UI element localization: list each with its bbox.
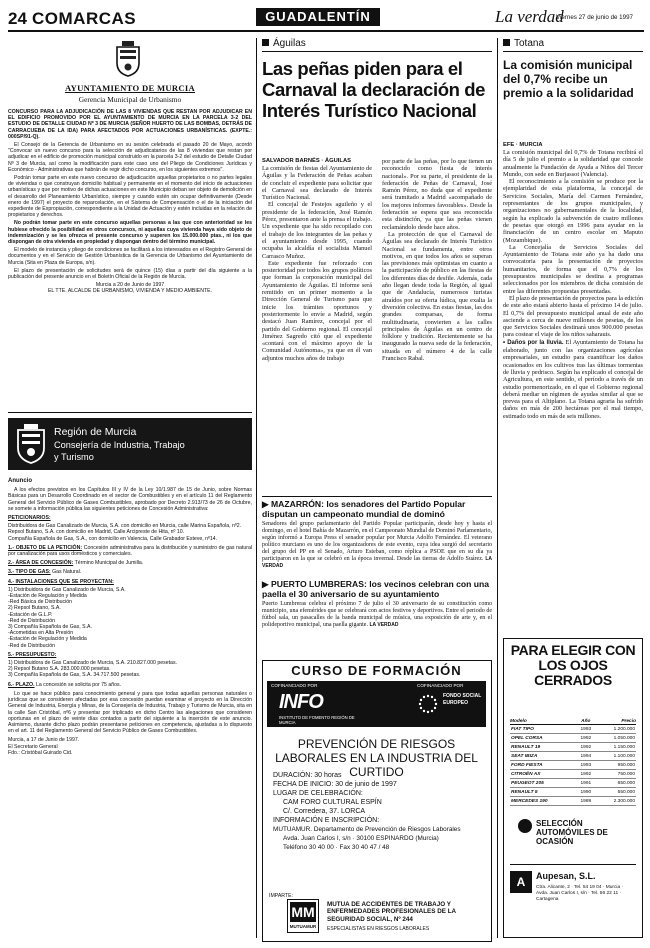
- mutua-tagline: ESPECIALISTAS EN RIESGOS LABORALES: [327, 926, 430, 932]
- region-pet3: Compañía Española de Gas, S.A., con domicilio en Valencia, Calle Grabador Esteve, nº14.: [8, 535, 218, 542]
- region-header-bar: [8, 418, 252, 470]
- region-inst2: 2) Repsol Butano, S.A.: [8, 605, 61, 612]
- totana-body: [503, 142, 643, 420]
- mazarron-source: LA VERDAD: [262, 556, 493, 570]
- mutuamur-logo: [287, 899, 319, 933]
- region-h2: 2.- ÁREA DE CONCESIÓN:: [8, 560, 74, 567]
- car-cell-year: 1990: [580, 789, 592, 795]
- region-inst2a: -Estación de G.L.P.: [8, 611, 53, 618]
- car-cell-year: 1993: [580, 762, 592, 768]
- car-table-row: [510, 788, 636, 797]
- mutuamur-logo-mark: MM: [291, 904, 315, 920]
- car-cell-price: 1.050.000: [613, 735, 635, 741]
- col-rule-right: [497, 38, 498, 938]
- region-pet1: Distribuidora de Gas Canalizado de Murcia, S.A. con domicilio en Murcia, calle Marina Española, nº2.: [8, 523, 242, 530]
- region-signer-title: El Secretario General: [8, 743, 58, 750]
- region-inst3b: -Estación de Regulación y Medida: [8, 636, 87, 643]
- totana-p5: El Ayuntamiento de Totana ha elaborado, junto con las organizaciones agrícolas empresariales, un estudio para cuantificar los daños ocasionados en los cultivos tras las últimas tormentas de lluvia y pedrisco. Según ha explicado el concejal de Agricultura, en este sentido, el período a través de un estudio pormenorizado, en el que el Gobierno regional deberá mediar un régimen de ayudas similar al que se prevea para el Altiplano. La Totana agraria ha sufrido daños en más de 200 hectáreas por el mal tiempo, estimado todo en más de seis millones.: [503, 338, 644, 420]
- region-inst3c: -Red de Distribución: [8, 642, 55, 649]
- totana-p2: El reconocimiento a la comisión se produce por la ejemplaridad de esta plataforma, la concejal de Servicios Sociales, María del Carmen Fernández, representantes de los grupos municipales, y organizaciones no gubernamentales de la localidad, según ha explicado la subvención de cuatro millones de pesetas que otorgó en 1996 para ayudar en la financiación de un centro escolar en Maputo (Mozambique).: [503, 178, 643, 244]
- info-logo-sub: INSTITUTO DE FOMENTO REGIÓN DE MURCIA: [279, 715, 355, 725]
- region-closing: Lo que se hace público para conocimiento general y para que todas aquellas personas naturales o jurídicas que se consideren afectadas por esa concesión puedan examinar el proyecto en la Dirección General de Industria, Energía y Minas, de la Consejería de Industria, Trabajo y Turismo de Murcia, sita en la calle San Cristóbal, nº6 y presentar por triplicado en dicho Centro las alegaciones que consideren oportunas en el plazo de veinte días contados a partir del siguiente a la inserción de este anuncio. Asimismo, durante dicho plazo podrán presentarse peticiones en competencia, ajustadas a lo dispuesto en el art. 11 del Reglamento General del Servicio Público de Gases Combustibles.: [8, 690, 252, 735]
- ayto-title: AYUNTAMIENTO DE MURCIA: [64, 83, 196, 93]
- region-bud2: 2) Repsol Butano S.A. 283.000.000 pesetas.: [8, 666, 111, 673]
- region-inst3: 3) Compañía Española de Gas, S.A.: [8, 624, 92, 631]
- aguilas-c2b: La protección de que el Carnaval de Águilas sea declarado de Interés Turístico Nacional se fundamenta, entre otros motivos, en que todos los años se superan las previsiones más optimistas en cuanto a la participación de público en las fiestas de los diferentes días de desfile. Además, cada año llegan desde toda la Región, al igual que de Andalucía, numerosos turistas atraídos por su oferta lúdica, que exalta la diversión colectiva. En estas fiestas, las dos grandes comparsas, de forma multitudinaria, convierten a las calles principales de Águilas en un centro de folklore y tradición. Recientemente se ha inaugurado la nueva sede de la federación, situada en el número 4 de la calle Francisco Rabal.: [382, 230, 492, 363]
- car-cell-model: RENAULT 19: [511, 744, 541, 750]
- ayto-p3: No podrán tomar parte en este concurso aquellas personas a las que con anterioridad se les hubiese ofrecido la posibilidad en otros concursos, ni aquellas cuya vivienda haya sido objeto de indemnización y se les ofrezca el presente concurso y superen los 15.000.000 ptas., ni los que dispongan de otra vivienda en propiedad y dispongan dentro del término municipal.: [8, 220, 252, 246]
- car-cell-price: 750.000: [617, 771, 635, 777]
- aguilas-byline: SALVADOR BARNÉS · ÁGUILAS: [262, 158, 351, 164]
- totana-tag-label: Totana: [514, 38, 545, 49]
- dealer-rule: [510, 864, 636, 865]
- col-model: Modelo: [510, 719, 527, 724]
- brand-logo: La verdad: [495, 7, 564, 26]
- section-name: COMARCAS: [32, 9, 137, 28]
- square-bullet-icon: [262, 39, 269, 46]
- curso-details: [273, 771, 485, 852]
- region-h1: 1.- OBJETO DE LA PETICIÓN:: [8, 544, 83, 551]
- car-cell-price: 650.000: [617, 780, 635, 786]
- car-table-row: [510, 752, 636, 761]
- car-table-row: [510, 734, 636, 743]
- region-t3: Gas Natural.: [52, 569, 82, 576]
- totana-headline: La comisión municipal del 0,7% recibe un premio a la solidaridad: [503, 58, 634, 100]
- header-rule: [8, 30, 644, 32]
- header-date: Viernes 27 de junio de 1997: [556, 14, 633, 21]
- region-inst1: 1) Distribuidora de Gas Canalizado de Murcia, S.A.: [8, 586, 126, 593]
- car-cell-year: 1991: [580, 780, 592, 786]
- car-table-row: [510, 770, 636, 779]
- curso-duration: DURACIÓN: 30 horas: [273, 772, 342, 779]
- car-ad: [503, 638, 643, 938]
- mazarron-head: ▶ MAZARRÓN: los senadores del Partido Popular disputan un campeonato mundial de dominó: [262, 499, 466, 519]
- dealer-address: Ctra. Alicante, 2 · Tel. 54 19 04 · Murcia · Avda. Juan Carlos I, s/n · Tel. 56 22 11 · Cartagena: [536, 885, 624, 902]
- ayto-p1: El Consejo de la Gerencia de Urbanismo en su sesión celebrada el pasado 20 de Mayo, acordó "Convocar un nuevo concurso para la selección de adjudicatarios de las 8 viviendas que restan por adjudicar en el edificio de promoción municipal construido en la parcela 3-2 del estudio de Detalle Ciudad Nº 3 de Murcia, así como la modificación para este caso uno del Pliego de Condiciones Jurídicas y Económico - Administrativas que habrán de regir dicho concurso, en los siguientes extremos".: [8, 142, 252, 173]
- totana-byline: EFE · MURCIA: [503, 142, 543, 148]
- totana-p5-head: • Daños por la lluvia.: [503, 339, 564, 346]
- aguilas-c1c: Este expediente fue reforzado con posterioridad por todos los grupos políticos que forman la corporación municipal del Ayuntamiento de Águilas. El informe será remitido en un primer momento a la Dirección General de Turismo para que inicie los trámites oportunos y posteriormente lo envíe a Madrid, según destacó Juan Ramírez, concejal por el partido del Gobierno regional. El concejal Jiménez Sagredo citó que el expediente «contará con el máximo apoyo de la Comunidad Autónoma», ya que en él van adjuntos muchos años de trabajo: [262, 259, 372, 362]
- lumbreras-brief: [262, 580, 492, 629]
- region-t6: La concesión se solicita por 75 años.: [35, 681, 122, 688]
- car-table-row: [510, 743, 636, 752]
- curso-mutua-addr: Avda. Juan Carlos I, s/n · 30100 ESPINARDO (Murcia): [283, 835, 439, 842]
- car-cell-year: 1989: [580, 798, 592, 804]
- curso-imparte: IMPARTE:: [269, 893, 294, 899]
- ayto-signature: EL TTE. ALCALDE DE URBANISMO, VIVIENDA Y MEDIO AMBIENTE.: [47, 288, 213, 295]
- region-h4: 4.- INSTALACIONES QUE SE PROYECTAN:: [8, 578, 114, 585]
- curso-phones: Teléfono 30 40 00 · Fax 30 40 47 / 48: [283, 844, 390, 851]
- mutuamur-logo-text: MUTUAMUR: [289, 924, 317, 929]
- ayto-notice: [8, 38, 252, 396]
- region-signer-name: Fdo.: Cristóbal Guirado Cid.: [8, 749, 73, 756]
- cofin-left-label: COFINANCIADO POR: [271, 683, 318, 688]
- aguilas-c1: La comisión de fiestas del Ayuntamiento de Águilas y la Federación de Peñas acaban de concluir el expediente para solicitar que el Carnaval sea declarado de Interés Turístico Nacional.: [262, 165, 372, 202]
- car-cell-model: OPEL CORSA: [511, 735, 543, 741]
- curso-info-label: INFORMACIÓN E INSCRIPCIÓN:: [273, 817, 380, 824]
- curso-place: CAM FORO CULTURAL ESPÍN: [283, 799, 382, 806]
- curso-place-label: LUGAR DE CELEBRACIÓN:: [273, 790, 363, 797]
- car-cell-model: FIAT TIPO: [511, 726, 534, 732]
- car-cell-model: FORD FIESTA: [511, 762, 543, 768]
- ayto-date: Murcia a 20 de Junio de 1997: [95, 282, 165, 289]
- mazarron-brief: [262, 500, 492, 570]
- region-title: Región de Murcia: [54, 426, 137, 438]
- ayto-p5: El plazo de presentación de solicitudes será de quince (15) días a partir del día siguiente a la publicación del presente anuncio en el Boletín Oficial de la Región de Murcia.: [8, 267, 252, 281]
- car-cell-price: 550.000: [617, 789, 635, 795]
- page-number: 24: [8, 9, 27, 28]
- briefs-top-rule: [262, 496, 492, 497]
- aguilas-c1b: El concejal de Festejos aguileño y el presidente de la federación, José Ramón Pérez, presentaron ante la prensa el trabajo. Un expediente que ha sido recopilado con el trabajo de los integrantes de las peñas y el ayuntamiento desde 1995, cuando ocupaba la alcaldía el socialista Manuel Carrasco Muñoz.: [262, 201, 372, 260]
- triangle-bullet-icon: ▶: [262, 579, 271, 589]
- car-cell-price: 1.150.000: [613, 744, 635, 750]
- car-cell-year: 1992: [580, 744, 592, 750]
- car-cell-price: 1.200.000: [613, 726, 635, 732]
- region-bud1: 1) Distribuidora de Gas Canalizado de Murcia, S.A. 210.827.000 pesetas.: [8, 660, 177, 667]
- eu-stars-icon: [417, 693, 439, 715]
- aguilas-tag-label: Águilas: [273, 38, 306, 49]
- info-logo: INFO: [279, 691, 323, 713]
- seleccion-text: SELECCIÓN AUTOMÓVILES DE OCASIÓN: [536, 819, 608, 846]
- region-crest-icon: [15, 424, 47, 464]
- totana-p1: La comisión municipal del 0,7% de Totana recibirá el día 5 de julio el premio a la solidaridad que concede anualmente la Fundación de Ayuda a Niños del Tercer Mundo, con sede en Burjassot (Valencia).: [503, 149, 643, 178]
- ayto-p2: Podrán tomar parte en este nuevo concurso de adjudicación aquellas propietarios o no partes legales de viviendas o que construyan domicilio habitual y permanente en el momento del inicio de actuaciones urbanísticas y que por motivo de dichas actuaciones en este Municipio deban ser objeto de demolición en el desarrollo del Planeamiento Urbanístico, siempre y cuando estén sin ocupar definitivamente (Desde enero de 1997) el proyecto de reparcelación, en el Sistema de Compensación o el de la iniciación del expediente de Expropiación, correspondiente a la Unidad de Actuación y estén incluidas en la relación de propietarios y derechos.: [8, 175, 252, 219]
- aguilas-col2: [382, 158, 492, 362]
- totana-p4: El plazo de presentación de proyectos para la edición de este año estará abierto hasta el próximo 14 de julio. El 0,7% del presupuesto municipal anual de este año asciende a cerca de nueve millones de pesetas, de los que Servicios Sociales destinará unos 900.000 pesetas para costear el viaje de los niños saharauis.: [503, 294, 643, 339]
- curso-address: C/. Corredera, 37. LORCA: [283, 808, 366, 815]
- region-h6: 6.- PLAZO.: [8, 681, 35, 688]
- mutua-name: MUTUA DE ACCIDENTES DE TRABAJO Y ENFERMEDADES PROFESIONALES DE LA SEGURIDAD SOCIAL, Nº 244: [327, 901, 456, 923]
- square-bullet-icon: [503, 39, 510, 46]
- col-price: Precio: [621, 719, 636, 724]
- region-intro: A los efectos previstos en los Capítulos III y IV de la Ley 10/1.987 de 15 de Junio, sobre Normas Básicas para un Desarrollo Coordinado en el sector de Combustibles y en el artículo 11 del Reglamento General del Servicio Público de Gases Combustibles, aprobado por Decreto 2.913/73 de 26 de Octubre, se somete a información pública las siguientes peticiones de Concesión Administrativa:: [8, 487, 252, 512]
- region-inst3a: -Acometidas en Alta Presión: [8, 630, 74, 637]
- aguilas-headline: Las peñas piden para el Carnaval la declaración de Interés Turístico Nacional: [262, 58, 486, 121]
- car-cell-model: MERCEDES 190: [511, 798, 548, 804]
- car-cell-price: 1.100.000: [613, 753, 635, 759]
- car-cell-year: 1992: [580, 771, 592, 777]
- aguilas-tag: [262, 38, 492, 52]
- region-body: [8, 478, 252, 756]
- region-sub1: Consejería de Industria, Trabajo: [54, 440, 185, 450]
- ayto-body: [8, 109, 252, 295]
- car-ad-title: PARA ELEGIR CON LOS OJOS CERRADOS: [510, 642, 636, 688]
- car-cell-model: CITROËN AX: [511, 771, 541, 777]
- region-h-peticionarios: PETICIONARIOS:: [8, 515, 51, 522]
- totana-tag: [503, 38, 643, 52]
- car-cell-year: 1993: [580, 726, 592, 732]
- col-year: Año: [581, 719, 591, 724]
- region-t1: Concesión administrativa para la distribución y suministro de gas natural por canalización para usos domésticos y comerciales.: [8, 544, 252, 558]
- region-banner: GUADALENTÍN: [256, 8, 380, 26]
- car-table-row: [510, 797, 636, 806]
- car-cell-model: SEAT IBIZA: [511, 753, 538, 759]
- curso-start: FECHA DE INICIO: 30 de junio de 1997: [273, 781, 397, 788]
- car-cell-model: RENAULT 5: [511, 789, 538, 795]
- dealer-logo-icon: A: [510, 871, 532, 893]
- car-cell-model: PEUGEOT 205: [511, 780, 544, 786]
- aguilas-c2: por parte de las peñas, por lo que tienen un reconocido como fiesta de interés nacional». Por su parte, el presidente de la federación de Peñas de Carnaval, José Ramón Pérez, no duda que el expediente será tramitado a Madrid «acompañado de los mejores informes favorables». Desde la federación se espera que sea reconocida esta distinción, ya que las peñas vienen reclamándolo desde hace años.: [382, 158, 492, 231]
- ayto-p4: El modelo de instancia y pliego de condiciones se facilitará a los interesados en el Registro General de documentos y en el Servicio de Gestión Urbanística de la Gerencia de Urbanismo del Ayuntamiento de Murcia (Sita en Plaza de Europa, s/n).: [8, 247, 252, 266]
- aguilas-col1: [262, 158, 372, 362]
- car-cell-year: 1994: [580, 753, 592, 759]
- car-table-row: [510, 761, 636, 770]
- region-h5: 5.- PRESUPUESTO:: [8, 651, 57, 658]
- car-table-row: [510, 779, 636, 788]
- region-t2: Término Municipal de Jumilla.: [74, 560, 144, 567]
- lumbreras-head: ▶ PUERTO LUMBRERAS: los vecinos celebran con una paella el 30 aniversario de su ayuntamiento: [262, 579, 490, 599]
- region-sub2: y Turismo: [54, 452, 94, 462]
- region-bud3: 3) Compañía Española de Gas, S.A. 34.717.500 pesetas.: [8, 672, 141, 679]
- region-inst2b: -Red de Distribución: [8, 617, 55, 624]
- region-inst1b: -Red Básica de Distribución: [8, 599, 73, 606]
- dealer-name: Aupesan, S.L.: [536, 871, 596, 881]
- col-rule-left: [256, 38, 257, 938]
- region-anuncio: Anuncio: [8, 478, 32, 484]
- aguilas-article: [262, 38, 492, 488]
- ayto-concurso: CONCURSO PARA LA ADJUDICACIÓN DE LAS 8 VIVIENDAS QUE RESTAN POR ADJUDICAR EN EL EDIFICIO PROMOVIDO POR EL AYUNTAMIENTO DE MURCIA EN LA PARCELA 3-2 DEL ESTUDIO DE DETALLE CIUDAD Nº 3 DE MURCIA (SEÑOR HUERTO DE LAS BOMBAS, DETRÁS DE CARRACUEBA DE LA IDA) PARA AFECTADOS POR ACTUACIONES URBANÍSTICAS. (EXPTE.: 000SP/91-Q).: [8, 109, 252, 140]
- curso-logo-bar: [267, 681, 486, 727]
- region-notice: [8, 418, 252, 940]
- triangle-bullet-icon: ▶: [262, 499, 271, 509]
- car-table: [510, 719, 636, 806]
- curso-title: PREVENCIÓN DE RIESGOS LABORALES EN LA INDUSTRIA DEL CURTIDO: [275, 737, 478, 779]
- region-pet2: Repsol Butano, S.A. con domicilio en Madrid, Calle Arcipreste de Hita, nº 10.: [8, 529, 185, 536]
- curso-ad: [262, 660, 492, 942]
- region-date: Murcia, a 17 de Junio de 1997.: [8, 737, 80, 744]
- curso-mutuamur: MUTUAMUR. Departamento de Prevención de Riesgos Laborales: [273, 826, 461, 833]
- mazarron-text: Senadores del grupo parlamentario del Partido Popular participarán, desde hoy y hasta el domingo, en el hotel Bahía de Mazarrón, en el Campeonato Mundial de Dominó Parlamentario, según informó a Europa Press el senador popular por Murcia Adolfo Fernández. El veterano político murciano es uno de los organizadores de este evento, cuya idea surgió del secretario del grupo del PP en el Senado, Arturo Esteban, como réplica a PSOE que en su día ya participaron en la que se celebró en la época invernal. Desde las tierras de Adolfo Suárez.: [262, 521, 492, 563]
- car-table-row: [510, 725, 636, 734]
- cofin-right-label: COFINANCIADO POR: [417, 683, 464, 688]
- car-cell-price: 950.000: [617, 762, 635, 768]
- lumbreras-text: Puerto Lumbreras celebra el próximo 7 de julio el 30 aniversario de su constitución como municipio, una efemérides que se celebrará con actos festivos y deportivos. Entre el periodo de fútbol sala, un pasacalles de la banda municipal de música, una exposición de arte y, en el polideportivo municipal, una paella gigante.: [262, 601, 492, 629]
- totana-article: [503, 38, 643, 598]
- seleccion-logo: [510, 819, 636, 863]
- car-cell-year: 1992: [580, 735, 592, 741]
- totana-p3: La Concejalía de Servicios Sociales del Ayuntamiento de Totana este año ya ha dado una convocatoria para la presentación de proyectos humanitarios, de forma que el 0,7% de los presupuestos municipales se destina a programas seleccionados por los miembros de dicha comisión de entre las diferentes propuestas presentadas.: [503, 243, 643, 295]
- ayto-subtitle: Gerencia Municipal de Urbanismo: [78, 95, 182, 104]
- region-h3: 3.- TIPO DE GAS:: [8, 569, 51, 576]
- fse-label: FONDO SOCIAL EUROPEO: [443, 693, 482, 706]
- seleccion-badge-icon: [518, 819, 532, 833]
- page-header: [8, 7, 644, 31]
- curso-banner: CURSO DE FORMACIÓN: [291, 663, 462, 678]
- car-cell-price: 2.300.000: [613, 798, 635, 804]
- lumbreras-source: LA VERDAD: [369, 622, 399, 629]
- region-inst1a: -Estación de Regulación y Medida: [8, 593, 87, 600]
- left-separator: [8, 412, 252, 413]
- murcia-crest: [114, 41, 142, 77]
